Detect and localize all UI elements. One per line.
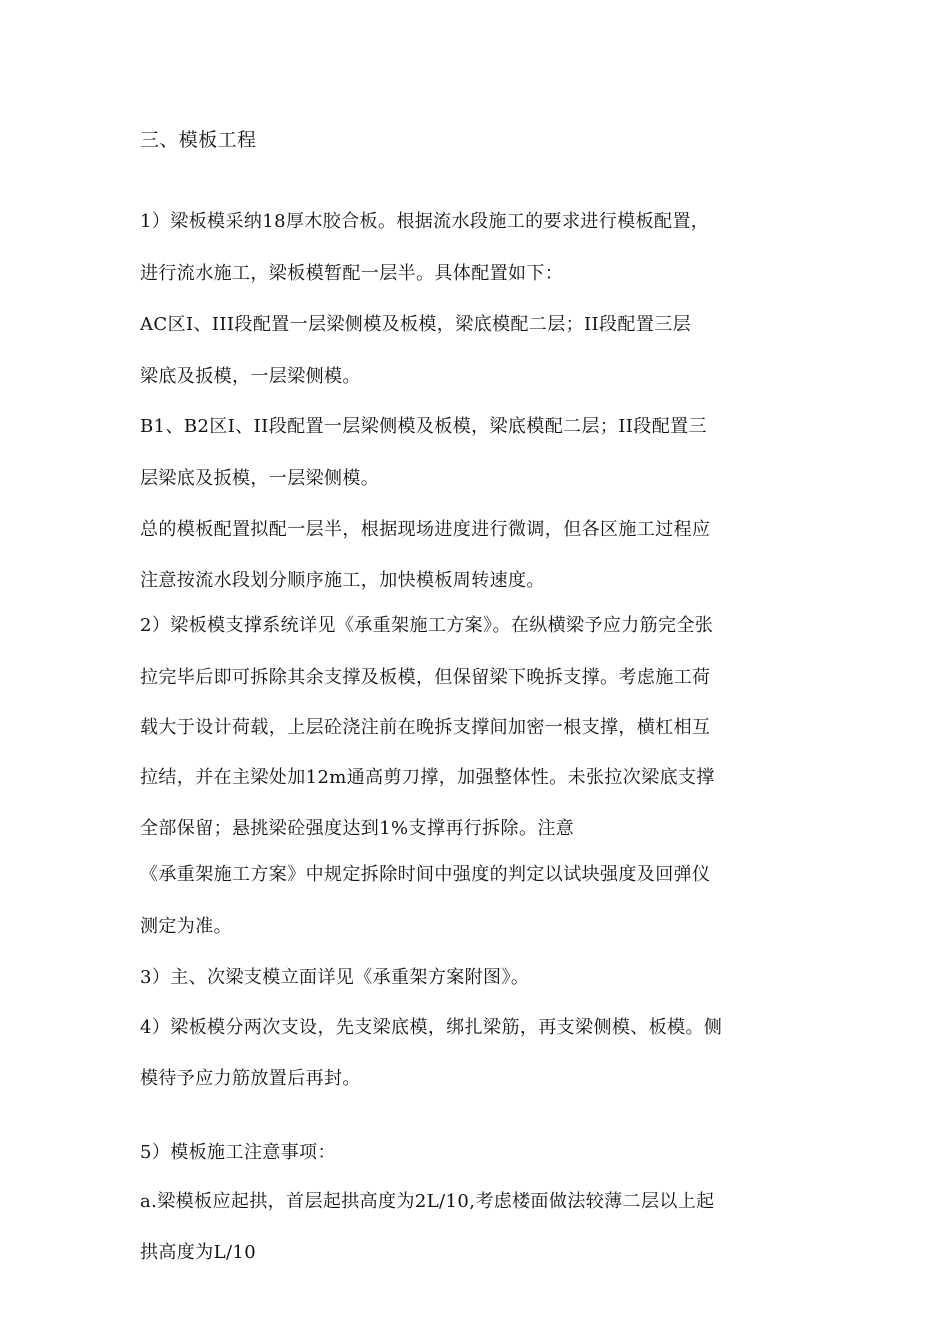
paragraph-line: 拱高度为L/10 (140, 1242, 257, 1263)
paragraph-line: B1、B2区I、II段配置一层梁侧模及板模，梁底模配二层；II段配置三 (140, 416, 707, 437)
paragraph-line: 梁底及扳模，一层梁侧模。 (140, 366, 361, 387)
paragraph-line: 1）梁板模采纳18厚木胶合板。根据流水段施工的要求进行模板配置， (140, 211, 710, 232)
paragraph-line: 注意按流水段划分顺序施工，加快模板周转速度。 (140, 570, 545, 591)
paragraph-line: 进行流水施工，梁板模暂配一层半。具体配置如下： (140, 263, 564, 284)
paragraph-line: AC区I、III段配置一层梁侧模及板模，梁底模配二层；II段配置三层 (140, 314, 692, 335)
paragraph-line: 测定为准。 (140, 916, 232, 937)
paragraph-line: 总的模板配置拟配一层半，根据现场进度进行微调，但各区施工过程应 (140, 519, 711, 540)
paragraph-line: 拉完毕后即可拆除其余支撑及板模，但保留梁下晚拆支撑。考虑施工荷 (140, 667, 711, 688)
paragraph-line: 载大于设计荷载，上层砼浇注前在晚拆支撑间加密一根支撑，横杠相互 (140, 717, 711, 738)
paragraph-line: a.梁模板应起拱，首层起拱高度为2L/10,考虑楼面做法较薄二层以上起 (140, 1191, 715, 1212)
paragraph-line: 拉结，并在主梁处加12m通高剪刀撑，加强整体性。未张拉次梁底支撑 (140, 767, 715, 788)
paragraph-line: 3）主、次梁支模立面详见《承重架方案附图》。 (140, 967, 530, 988)
paragraph-line: 层梁底及扳模，一层梁侧模。 (140, 468, 380, 489)
paragraph-line: 模待予应力筋放置后再封。 (140, 1068, 361, 1089)
paragraph-line: 5）模板施工注意事项： (140, 1142, 336, 1163)
section-title: 三、模板工程 (140, 129, 257, 151)
paragraph-line: 2）梁板模支撑系统详见《承重架施工方案》。在纵横梁予应力筋完全张 (140, 615, 714, 636)
paragraph-line: 4）梁板模分两次支设，先支梁底模，绑扎梁筋，再支梁侧模、板模。侧 (140, 1017, 723, 1038)
paragraph-line: 全部保留；悬挑梁砼强度达到1%支撑再行拆除。注意 (140, 818, 575, 839)
paragraph-line: 《承重架施工方案》中规定拆除时间中强度的判定以试块强度及回弹仪 (140, 864, 711, 885)
